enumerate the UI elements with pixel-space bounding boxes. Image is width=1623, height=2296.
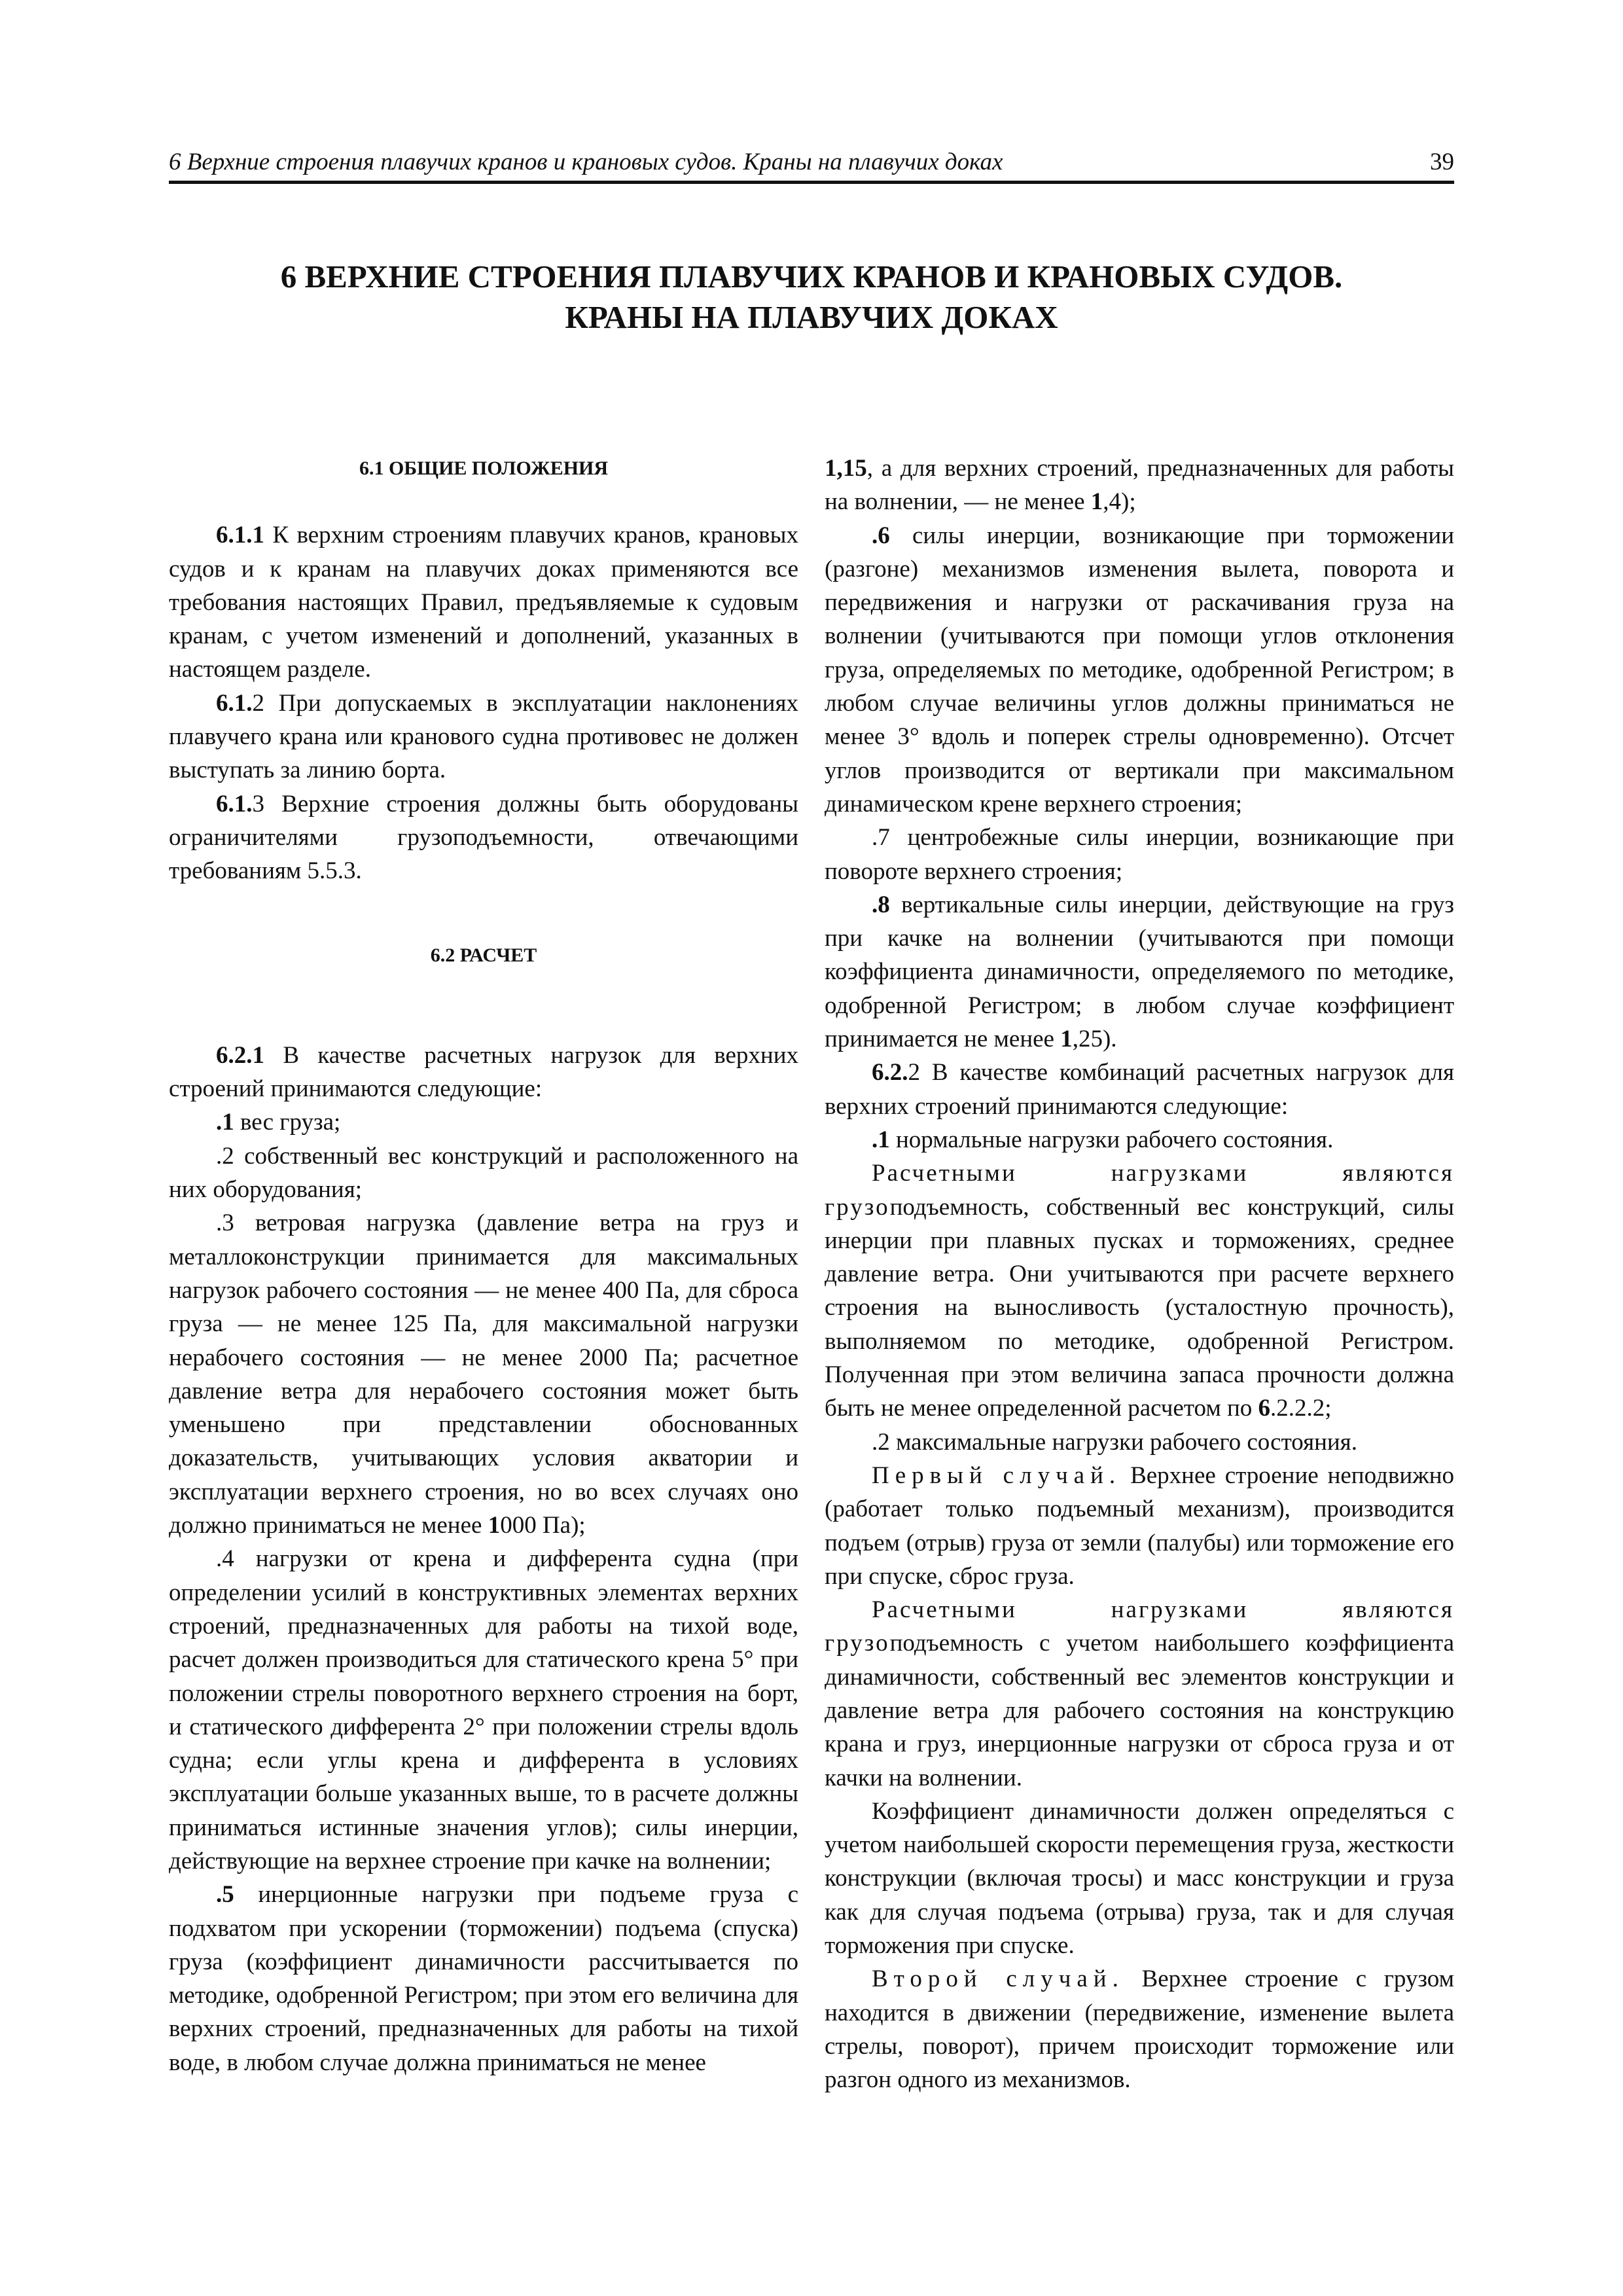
case-1-label: Первый случай. [872,1462,1122,1489]
paragraph-6-2-1: 6.2.1 В качестве расчетных нагрузок для верхних строений принимаются следующие: [169,1041,798,1103]
list-item-4: .4 нагрузки от крена и дифферента судна (при определении усилий в конструктивных элементах верхних строений, предназначенных для работы на тихой воде, расчет должен производиться для статического крена 5° при положении стрелы поворотного верхнего строения на борт, и статического дифферента 2° при положении стрелы вдоль судна; если углы крена и дифферента в условиях эксплуатации больше указанных выше, то в расчете должны приниматься истинные значения углов); силы инерции, действующие на верхнее строение при качке на волнении; [169,1545,798,1874]
section-heading-6-1: 6.1 ОБЩИЕ ПОЛОЖЕНИЯ [359,457,609,479]
list-item-2: .2 собственный вес конструкций и расположенного на них оборудования; [169,1142,798,1204]
case-2-label: Второй случай. [872,1965,1124,1993]
combination-1-loads: Расчетными нагрузками являются грузоподъемность, собственный вес конструкций, силы инерции при плавных пусках и торможениях, среднее давление ветра. Они учитываются при расчете верхнего строения на выносливость (усталостную прочность), выполняемом по методике, одобренной Регистром. Полученная при этом величина запаса прочности должна быть не менее определенной расчетом по 6.2.2.2; [825,1160,1454,1422]
case-1: Первый случай. Верхнее строение неподвижно (работает только подъемный механизм), производится подъем (отрыв) груза от земли (палубы) или торможение его при спуске, сброс груза. [825,1462,1454,1590]
list-item-5-continued: 1,15, а для верхних строений, предназначенных для работы на волнении, — не менее 1,4); [825,455,1454,516]
chapter-title [169,257,1454,338]
list-item-3: .3 ветровая нагрузка (давление ветра на груз и металлоконструкции принимается для максимальных нагрузок рабочего состояния — не менее 400 Па, для сброса груза — не менее 125 Па, для максимальной нагрузки нерабочего состояния — не менее 2000 Па; расчетное давление ветра для нерабочего состояния может быть уменьшено при представлении обоснованных доказательств, учитывающих условия акватории и эксплуатации верхнего строения, но во всех случаях оно должно приниматься не менее 1000 Па); [169,1210,798,1539]
paragraph-6-1-2: 6.1.2 При допускаемых в эксплуатации наклонениях плавучего крана или кранового судна противовес не должен выступать за линию борта. [169,689,798,784]
clause-number: 6.1. [216,689,253,717]
clause-number: 6.1. [216,790,253,817]
case-2: Второй случай. Верхнее строение с грузом находится в движении (передвижение, изменение вылета стрелы, поворот), причем происходит торможение или разгон одного из механизмов. [825,1965,1454,2094]
list-item-5: .5 инерционные нагрузки при подъеме груза с подхватом при ускорении (торможении) подъема (спуска) груза (коэффициент динамичности рассчитывается по методике, одобренной Регистром; при этом его величина для верхних строений, предназначенных для работы на тихой воде, в любом случае должна приниматься не менее [169,1881,798,2076]
dynamic-coefficient-note: Коэффициент динамичности должен определяться с учетом наибольшей скорости перемещения груза, жесткости конструкции (включая тросы) и масс конструкции и груза как для случая подъема (отрыва) груза, так и для случая торможения при спуске. [825,1797,1454,1960]
list-item-8: .8 вертикальные силы инерции, действующие на груз при качке на волнении (учитываются при помощи коэффициента динамичности, определяемого по методике, одобренной Регистром; в любом случае коэффициент принимается не менее 1,25). [825,891,1454,1053]
paragraph-6-1-1: 6.1.1 К верхним строениям плавучих кранов, крановых судов и к кранам на плавучих доках применяются все требования настоящих Правил, предъявляемые к судовым кранам, с учетом изменений и дополнений, указанных в настоящем разделе. [169,522,798,683]
combination-1: .1 нормальные нагрузки рабочего состояния. [872,1126,1334,1153]
page-number: 39 [1430,149,1454,175]
chapter-title-line-2: КРАНЫ НА ПЛАВУЧИХ ДОКАХ [565,299,1058,335]
list-item-1: .1 вес груза; [216,1109,341,1136]
list-item-6: .6 силы инерции, возникающие при торможении (разгоне) механизмов изменения вылета, поворота и передвижения и нагрузки от раскачивания груза на волнении (учитываются при помощи углов отклонения груза, определяемых по методике, одобренной Регистром; в любом случае величины углов должны приниматься не менее 3° вдоль и поперек стрелы одновременно). Отсчет углов производится от вертикали при максимальном динамическом крене верхнего строения; [825,522,1454,817]
clause-number: 6.2.1 [216,1041,264,1069]
list-item-7: .7 центробежные силы инерции, возникающие при повороте верхнего строения; [825,824,1454,885]
section-heading-6-2: 6.2 РАСЧЕТ [430,944,537,966]
combination-2: .2 максимальные нагрузки рабочего состояния. [872,1428,1357,1456]
left-column [169,452,798,2079]
case-1-loads: Расчетными нагрузками являются грузоподъемность с учетом наибольшего коэффициента динамичности, собственный вес элементов конструкции и давление ветра для рабочего состояния на конструкцию крана и груз, инерционные нагрузки от сброса груза и от качки на волнении. [825,1596,1454,1791]
paragraph-6-2-2: 6.2.2 В качестве комбинаций расчетных нагрузок для верхних строений принимаются следующие: [825,1059,1454,1120]
running-title: 6 Верхние строения плавучих кранов и крановых судов. Краны на плавучих доках [169,149,1003,175]
right-column [825,452,1454,2097]
paragraph-6-1-3: 6.1.3 Верхние строения должны быть оборудованы ограничителями грузоподъемности, отвечающими требованиям 5.5.3. [169,790,798,885]
running-header [169,145,1454,184]
clause-number: 6.1.1 [216,522,264,549]
clause-number: 6.2. [872,1059,908,1086]
chapter-title-line-1: 6 ВЕРХНИЕ СТРОЕНИЯ ПЛАВУЧИХ КРАНОВ И КРАНОВЫХ СУДОВ. [280,259,1343,295]
